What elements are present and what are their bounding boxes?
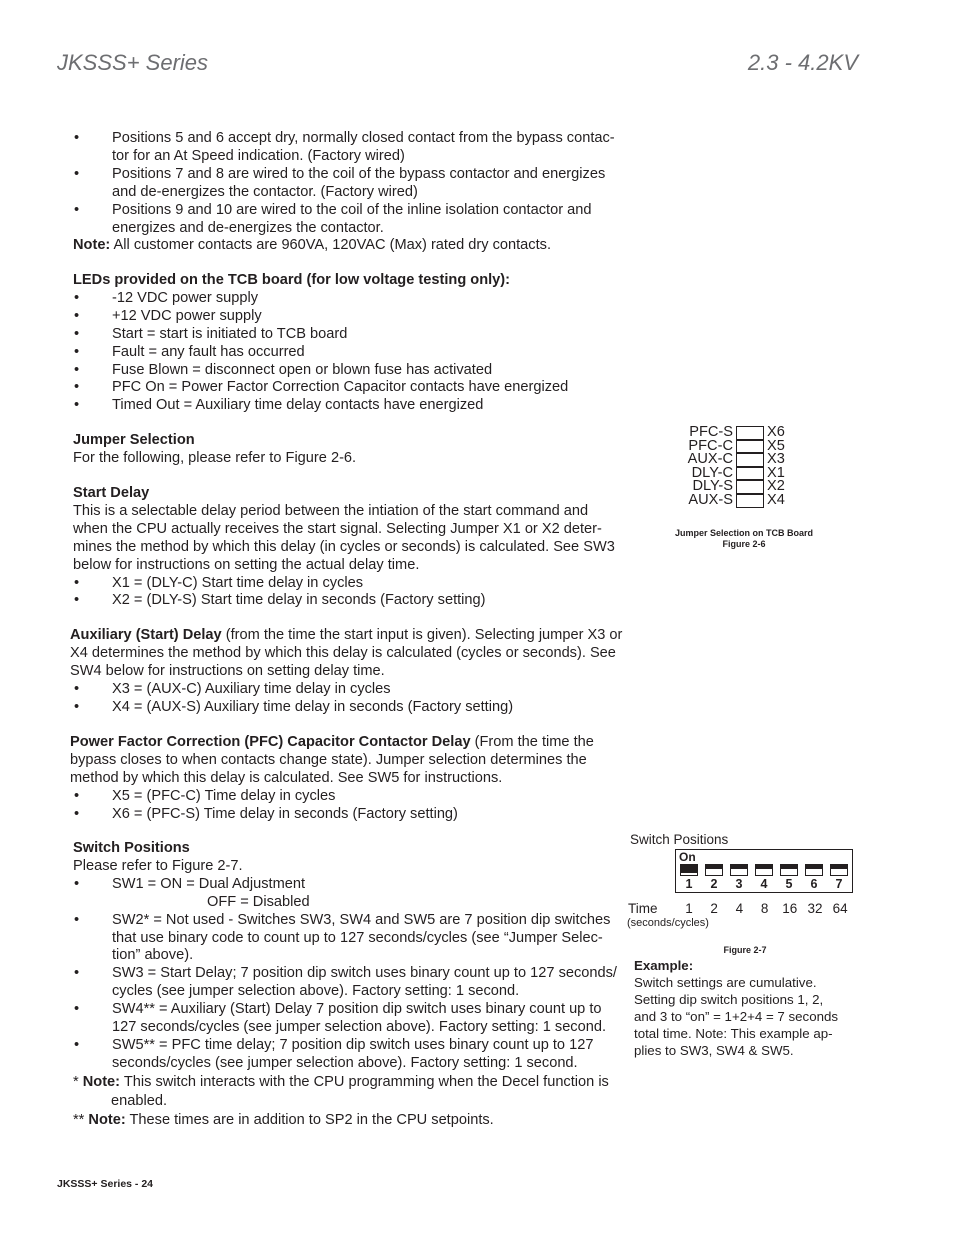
paragraph: Please refer to Figure 2-7.	[73, 857, 243, 874]
list-item: • X1 = (DLY-C) Start time delay in cycles	[73, 575, 633, 593]
header-voltage-range: 2.3 - 4.2KV	[747, 50, 858, 75]
time-value: 64	[832, 901, 848, 916]
jumper-slot	[736, 494, 764, 508]
list-item: • SW1 = ON = Dual Adjustment OFF = Disabled	[73, 876, 638, 912]
list-item: • SW2* = Not used - Switches SW3, SW4 and SW5 are 7 position dip switches that use binary code to count up to 127 seconds/cycles (see “Jumper Selec- tion” above).	[73, 912, 638, 966]
list-item: • Fault = any fault has occurred	[73, 344, 633, 362]
list-item: • Start = start is initiated to TCB board	[73, 326, 633, 344]
jumper-diagram	[686, 426, 785, 508]
contacts-section	[73, 130, 633, 255]
time-value: 8	[760, 901, 769, 916]
list-item: • -12 VDC power supply	[73, 290, 633, 308]
list-item: • +12 VDC power supply	[73, 308, 633, 326]
dip-switch-7	[830, 864, 848, 876]
leds-title: LEDs provided on the TCB board (for low voltage testing only):	[73, 272, 511, 288]
on-label: On	[679, 850, 696, 864]
footnote: ** Note: These times are in addition to SP2 in the CPU setpoints.	[73, 1111, 494, 1128]
jumper-slot	[736, 480, 764, 494]
list-item: • X6 = (PFC-S) Time delay in seconds (Factory setting)	[73, 806, 640, 824]
time-unit-label: (seconds/cycles)	[627, 917, 709, 929]
leds-section	[73, 272, 633, 415]
dip-switch-3	[730, 864, 748, 876]
dip-switch-number: 3	[735, 877, 743, 891]
dip-switch-number: 2	[710, 877, 718, 891]
jumper-slot	[736, 467, 764, 481]
jumper-row: DLY-C X1	[691, 464, 785, 481]
dip-switch-number: 5	[785, 877, 793, 891]
list-item: • Positions 7 and 8 are wired to the coil of the bypass contactor and energizes and de-energizes the contactor. (Factory wired)	[73, 166, 633, 202]
time-label: Time	[628, 901, 658, 916]
footnote: * Note: This switch interacts with the CPU programming when the Decel function is enabled.	[73, 1073, 609, 1109]
section-heading: Start Delay	[73, 485, 150, 501]
list-item: • Fuse Blown = disconnect open or blown fuse has activated	[73, 362, 633, 380]
figure-caption: Figure 2-7	[723, 945, 767, 955]
dip-switch-number: 4	[760, 877, 768, 891]
time-value: 2	[710, 901, 718, 916]
paragraph: For the following, please refer to Figure 2-6.	[73, 449, 357, 466]
jumper-selection-section	[73, 432, 633, 468]
section-heading: Switch Positions	[73, 840, 190, 856]
example-box	[634, 957, 859, 1059]
dip-switch-6	[805, 864, 823, 876]
time-value: 16	[782, 901, 798, 916]
list-item: • Positions 5 and 6 accept dry, normally closed contact from the bypass contac- tor for an At Speed indication. (Factory wired)	[73, 130, 633, 166]
example-title: Example:	[634, 958, 694, 973]
paragraph: This is a selectable delay period between the intiation of the start command and when the CPU actually receives the start signal. Selecting Jumper X1 or X2 deter- mines the method by which this delay (in cycles or seconds) is calculated. See SW3 below for instructions on setting the actual delay time.	[73, 502, 615, 573]
list-item: • SW4** = Auxiliary (Start) Delay 7 position dip switch uses binary count up to 127 seconds/cycles (see jumper selection above). Factory setting: 1 second.	[73, 1001, 638, 1037]
jumper-row: PFC-S X6	[689, 424, 785, 440]
dip-switch-5	[780, 864, 798, 876]
paragraph: Power Factor Correction (PFC) Capacitor Contactor Delay (From the time the bypass closes to when contacts change state). Jumper selection determines the method by which this delay is calculated. See SW5 for instructions.	[70, 734, 594, 786]
list-item: • X5 = (PFC-C) Time delay in cycles	[73, 788, 640, 806]
paragraph: Auxiliary (Start) Delay (from the time the start input is given). Selecting jumper X3 or X4 determines the method by which this delay is calculated (cycles or seconds). See SW4 below for instructions on setting delay time.	[70, 627, 623, 679]
list-item: • SW5** = PFC time delay; 7 position dip switch uses binary count up to 127 seconds/cycles (see jumper selection above). Factory setting: 1 second.	[73, 1037, 638, 1073]
list-item: • X3 = (AUX-C) Auxiliary time delay in cycles	[73, 681, 640, 699]
time-value: 4	[735, 901, 744, 916]
jumper-slot	[736, 426, 764, 440]
dip-switch-1	[680, 864, 698, 876]
jumper-row: DLY-S X2	[692, 478, 785, 495]
list-item: • SW3 = Start Delay; 7 position dip switch uses binary count up to 127 seconds/ cycles (see jumper selection above). Factory setting: 1 second.	[73, 965, 638, 1001]
list-item: • X4 = (AUX-S) Auxiliary time delay in seconds (Factory setting)	[73, 699, 640, 717]
dip-switch-2	[705, 864, 723, 876]
jumper-row: PFC-C X5	[688, 437, 785, 454]
pfc-delay-section	[70, 734, 640, 824]
jumper-slot	[736, 440, 764, 454]
dip-switch-number: 6	[810, 877, 818, 891]
section-heading: Jumper Selection	[73, 432, 195, 448]
list-item: • Positions 9 and 10 are wired to the coil of the inline isolation contactor and energizes and de-energizes the contactor.	[73, 202, 633, 238]
time-value: 32	[807, 901, 823, 916]
start-delay-section	[73, 485, 633, 610]
contacts-note: Note: All customer contacts are 960VA, 120VAC (Max) rated dry contacts.	[73, 237, 552, 254]
aux-delay-section	[70, 627, 640, 717]
list-item: • X2 = (DLY-S) Start time delay in seconds (Factory setting)	[73, 592, 633, 610]
dip-switch-diagram	[675, 849, 853, 893]
list-item: • Timed Out = Auxiliary time delay contacts have energized	[73, 397, 633, 415]
page-footer: JKSSS+ Series - 24	[57, 1178, 154, 1190]
time-value: 1	[685, 901, 693, 916]
dip-switch-number: 7	[835, 877, 843, 891]
dip-switch-number: 1	[685, 877, 693, 891]
jumper-row: AUX-S X4	[688, 491, 785, 508]
switch-positions-section	[73, 840, 638, 1130]
jumper-row: AUX-C X3	[687, 451, 785, 468]
list-item: • PFC On = Power Factor Correction Capacitor contacts have energized	[73, 379, 633, 397]
switch-figure-title: Switch Positions	[630, 832, 729, 847]
dip-switch-4	[755, 864, 773, 876]
example-text: Switch settings are cumulative. Setting dip switch positions 1, 2, and 3 to “on” = 1+2+4 = 7 seconds total time. Note: This example ap- plies to SW3, SW4 & SW5.	[634, 975, 839, 1058]
header-series-title: JKSSS+ Series	[57, 50, 209, 75]
figure-caption: Jumper Selection on TCB Board Figure 2-6	[674, 528, 814, 549]
jumper-slot	[736, 453, 764, 467]
